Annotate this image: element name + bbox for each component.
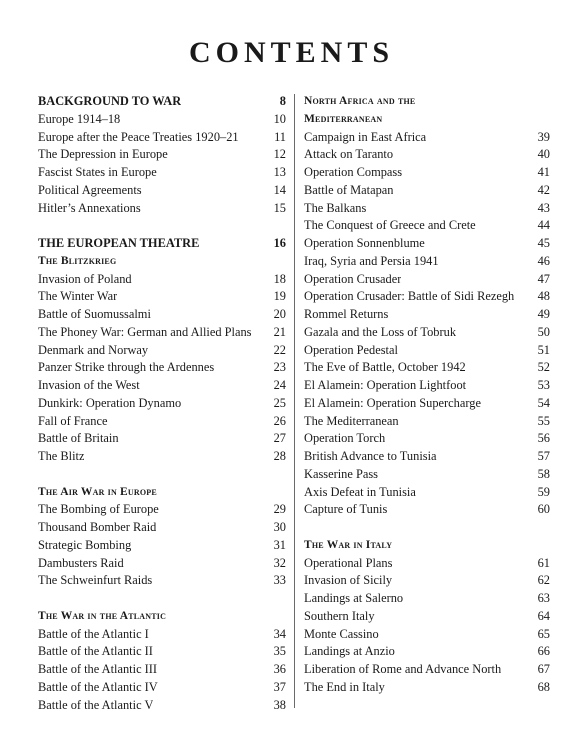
page-title: CONTENTS (188, 36, 395, 69)
toc-entry-title: Rommel Returns (304, 307, 389, 321)
toc-entry-title: The Balkans (304, 200, 367, 215)
toc-page-number: 21 (273, 324, 286, 339)
toc-entry (304, 377, 550, 395)
toc-page-number: 18 (273, 271, 286, 286)
toc-section-heading (38, 93, 286, 111)
toc-entry-title: Battle of Suomussalmi (38, 307, 151, 321)
toc-page-number: 23 (273, 360, 286, 375)
toc-page-number: 31 (273, 537, 286, 552)
toc-page-number: 38 (273, 697, 286, 712)
toc-entry-title: Battle of the Atlantic III (38, 662, 158, 676)
toc-column-right (304, 93, 550, 697)
toc-entry-title: The Winter War (38, 289, 118, 304)
toc-page-number: 61 (537, 555, 550, 570)
toc-page-number: 15 (273, 200, 286, 215)
toc-entry-title: Operation Crusader (304, 271, 402, 286)
toc-page-number: 64 (537, 608, 550, 623)
toc-page-number: 12 (273, 147, 286, 162)
toc-entry-title: Mediterranean (304, 112, 383, 125)
toc-entry-title: Campaign in East Africa (304, 129, 427, 144)
toc-entry (304, 608, 550, 626)
toc-entry (304, 626, 550, 644)
toc-entry-title: Operation Crusader: Battle of Sidi Rezegh (304, 289, 515, 304)
toc-column-left (38, 93, 286, 714)
section-spacer (38, 217, 286, 235)
toc-entry (304, 484, 550, 502)
toc-page-number: 8 (279, 94, 286, 108)
toc-page-number: 67 (537, 662, 550, 676)
toc-page-number: 50 (537, 324, 550, 339)
toc-entry-title: THE EUROPEAN THEATRE (38, 236, 200, 250)
toc-entry-title: The War in the Atlantic (38, 609, 167, 622)
toc-page-number: 45 (537, 236, 550, 250)
toc-page-number: 54 (537, 395, 550, 410)
toc-entry (38, 324, 286, 342)
toc-entry-title: El Alamein: Operation Supercharge (304, 395, 481, 410)
toc-entry-title: Attack on Taranto (304, 147, 394, 162)
toc-entry-title: The Air War in Europe (38, 485, 157, 498)
toc-entry-title: Battle of the Atlantic IV (38, 679, 158, 694)
toc-entry (304, 413, 550, 431)
toc-entry (304, 164, 550, 182)
toc-page-number: 32 (273, 555, 286, 570)
toc-subsection-heading (38, 484, 286, 502)
toc-entry-title: The Bombing of Europe (38, 502, 159, 517)
toc-entry-title: The End in Italy (304, 679, 385, 694)
toc-entry (38, 271, 286, 289)
toc-entry-title: Operation Pedestal (304, 342, 398, 357)
toc-entry (38, 288, 286, 306)
toc-entry (38, 182, 286, 200)
toc-entry-title: Dunkirk: Operation Dynamo (38, 395, 182, 410)
toc-entry-title: The Schweinfurt Raids (38, 573, 153, 588)
toc-page-number: 47 (537, 271, 550, 286)
toc-page-number: 26 (273, 413, 286, 428)
toc-entry-title: The War in Italy (304, 538, 393, 551)
toc-entry-title: Strategic Bombing (38, 537, 132, 552)
toc-entry-title: Operational Plans (304, 555, 393, 570)
toc-page-number: 24 (273, 378, 286, 392)
toc-entry-title: Iraq, Syria and Persia 1941 (304, 253, 439, 268)
toc-entry (38, 697, 286, 715)
toc-entry-title: Operation Compass (304, 165, 403, 179)
toc-page-number: 53 (537, 378, 550, 392)
toc-page-number: 14 (273, 182, 286, 197)
toc-entry-title: Southern Italy (304, 608, 375, 623)
toc-entry-title: Landings at Salerno (304, 591, 404, 605)
toc-page-number: 35 (273, 644, 286, 659)
toc-entry-title: Thousand Bomber Raid (38, 520, 157, 534)
toc-page-number: 27 (273, 431, 286, 446)
toc-entry-title: Fascist States in Europe (38, 165, 157, 179)
toc-page-number: 28 (273, 449, 286, 463)
toc-page-number: 33 (273, 573, 286, 588)
toc-entry (304, 288, 550, 306)
toc-subsection-heading (304, 537, 550, 555)
toc-entry-title: Gazala and the Loss of Tobruk (304, 324, 457, 339)
toc-entry (38, 572, 286, 590)
toc-entry-title: Landings at Anzio (304, 644, 395, 659)
toc-entry (38, 306, 286, 324)
toc-entry-title: Europe after the Peace Treaties 1920–21 (38, 129, 239, 144)
toc-entry-title: The Conquest of Greece and Crete (304, 218, 476, 233)
toc-entry-title: The Depression in Europe (38, 147, 168, 162)
toc-entry-title: The Mediterranean (304, 413, 399, 428)
toc-page-number: 49 (537, 307, 550, 321)
toc-entry (304, 359, 550, 377)
toc-entry (304, 590, 550, 608)
toc-entry-title: Denmark and Norway (38, 342, 149, 357)
toc-entry-title: Battle of Matapan (304, 182, 394, 197)
toc-entry-title: Invasion of the West (38, 378, 140, 392)
toc-page-number: 59 (537, 484, 550, 499)
section-spacer (304, 519, 550, 537)
toc-page-number: 22 (273, 342, 286, 357)
toc-entry (38, 643, 286, 661)
toc-page-number: 16 (273, 236, 286, 250)
toc-entry-title: Capture of Tunis (304, 502, 388, 517)
toc-page-number: 43 (537, 200, 550, 215)
toc-entry-title: Axis Defeat in Tunisia (304, 484, 416, 499)
toc-entry (304, 448, 550, 466)
toc-entry (38, 661, 286, 679)
toc-entry (38, 679, 286, 697)
toc-entry (304, 253, 550, 271)
toc-entry-title: Battle of the Atlantic V (38, 697, 154, 712)
toc-entry-title: North Africa and the (304, 95, 416, 107)
toc-entry (304, 572, 550, 590)
toc-entry-title: Operation Torch (304, 431, 386, 446)
toc-entry-title: The Phoney War: German and Allied Plans (38, 324, 252, 339)
toc-page-number: 52 (537, 360, 550, 375)
toc-entry (304, 342, 550, 360)
toc-entry-title: Liberation of Rome and Advance North (304, 662, 502, 676)
toc-entry-title: BACKGROUND TO WAR (38, 94, 182, 108)
toc-entry (38, 129, 286, 147)
toc-page-number: 51 (537, 342, 550, 357)
toc-entry-title: El Alamein: Operation Lightfoot (304, 378, 467, 392)
toc-entry (304, 182, 550, 200)
toc-page-number: 39 (537, 129, 550, 144)
toc-subsection-heading (38, 608, 286, 626)
toc-entry (38, 537, 286, 555)
toc-entry-title: The Eve of Battle, October 1942 (304, 360, 466, 375)
toc-page-number: 34 (273, 626, 286, 641)
toc-page-number: 41 (537, 165, 550, 179)
toc-entry (304, 129, 550, 147)
toc-entry (38, 501, 286, 519)
toc-entry (38, 626, 286, 644)
toc-subsection-heading (304, 93, 550, 111)
toc-entry (304, 661, 550, 679)
toc-page-number: 10 (273, 111, 286, 126)
toc-entry (304, 555, 550, 573)
toc-entry-title: Fall of France (38, 413, 108, 428)
toc-page-number: 42 (537, 182, 550, 197)
toc-entry (304, 324, 550, 342)
toc-page-number: 55 (537, 413, 550, 428)
column-divider (294, 94, 295, 708)
toc-entry-title: Invasion of Sicily (304, 573, 393, 588)
toc-entry-title: Hitler’s Annexations (38, 200, 141, 215)
toc-page-number: 20 (273, 307, 286, 321)
toc-entry (38, 377, 286, 395)
toc-entry-title: Invasion of Poland (38, 271, 132, 286)
toc-entry (38, 413, 286, 431)
toc-page-number: 68 (537, 679, 550, 694)
toc-page-number: 58 (537, 466, 550, 481)
toc-page-number: 36 (273, 662, 286, 676)
toc-page-number: 65 (537, 626, 550, 641)
toc-entry-title: The Blitzkrieg (38, 254, 117, 267)
toc-entry (38, 359, 286, 377)
toc-page-number: 13 (273, 165, 286, 179)
toc-entry (38, 111, 286, 129)
toc-entry (38, 164, 286, 182)
toc-entry (304, 395, 550, 413)
toc-entry (304, 235, 550, 253)
toc-entry-title: Kasserine Pass (304, 466, 378, 481)
toc-entry-title: Dambusters Raid (38, 555, 124, 570)
toc-entry (304, 146, 550, 164)
toc-page-number: 63 (537, 591, 550, 605)
toc-subsection-heading (304, 111, 550, 129)
toc-entry (304, 217, 550, 235)
toc-entry-title: Panzer Strike through the Ardennes (38, 360, 215, 375)
toc-page-number: 62 (537, 573, 550, 588)
toc-page-number: 44 (537, 218, 550, 233)
toc-entry-title: British Advance to Tunisia (304, 449, 437, 463)
toc-entry (38, 342, 286, 360)
toc-entry (38, 430, 286, 448)
toc-page-number: 40 (537, 147, 550, 162)
toc-subsection-heading (38, 253, 286, 271)
toc-page-number: 37 (273, 679, 286, 694)
toc-entry-title: Political Agreements (38, 182, 142, 197)
toc-entry (304, 466, 550, 484)
section-spacer (38, 590, 286, 608)
toc-entry-title: Monte Cassino (304, 626, 379, 641)
toc-entry-title: Operation Sonnenblume (304, 236, 425, 250)
toc-section-heading (38, 235, 286, 253)
toc-entry (304, 643, 550, 661)
toc-entry-title: Battle of the Atlantic I (38, 626, 149, 641)
toc-entry (38, 448, 286, 466)
toc-entry-title: Battle of the Atlantic II (38, 644, 153, 659)
toc-entry-title: Europe 1914–18 (38, 111, 121, 126)
toc-entry (304, 679, 550, 697)
toc-page-number: 66 (537, 644, 550, 659)
toc-page-number: 60 (537, 502, 550, 517)
toc-entry-title: Battle of Britain (38, 431, 119, 446)
section-spacer (38, 466, 286, 484)
toc-page-number: 25 (273, 395, 286, 410)
toc-page-number: 11 (274, 129, 286, 144)
toc-page-number: 48 (537, 289, 550, 304)
toc-entry (38, 555, 286, 573)
toc-entry (38, 200, 286, 218)
toc-page-number: 29 (273, 502, 286, 517)
toc-entry (38, 395, 286, 413)
toc-entry-title: The Blitz (38, 449, 85, 463)
toc-entry (38, 146, 286, 164)
toc-entry (304, 306, 550, 324)
toc-entry (304, 501, 550, 519)
toc-entry (38, 519, 286, 537)
toc-entry (304, 430, 550, 448)
toc-page-number: 56 (537, 431, 550, 446)
toc-page-number: 19 (273, 289, 286, 304)
toc-page-number: 30 (273, 520, 286, 534)
toc-page-number: 57 (537, 449, 550, 463)
toc-entry (304, 200, 550, 218)
toc-page-number: 46 (537, 253, 550, 268)
toc-entry (304, 271, 550, 289)
